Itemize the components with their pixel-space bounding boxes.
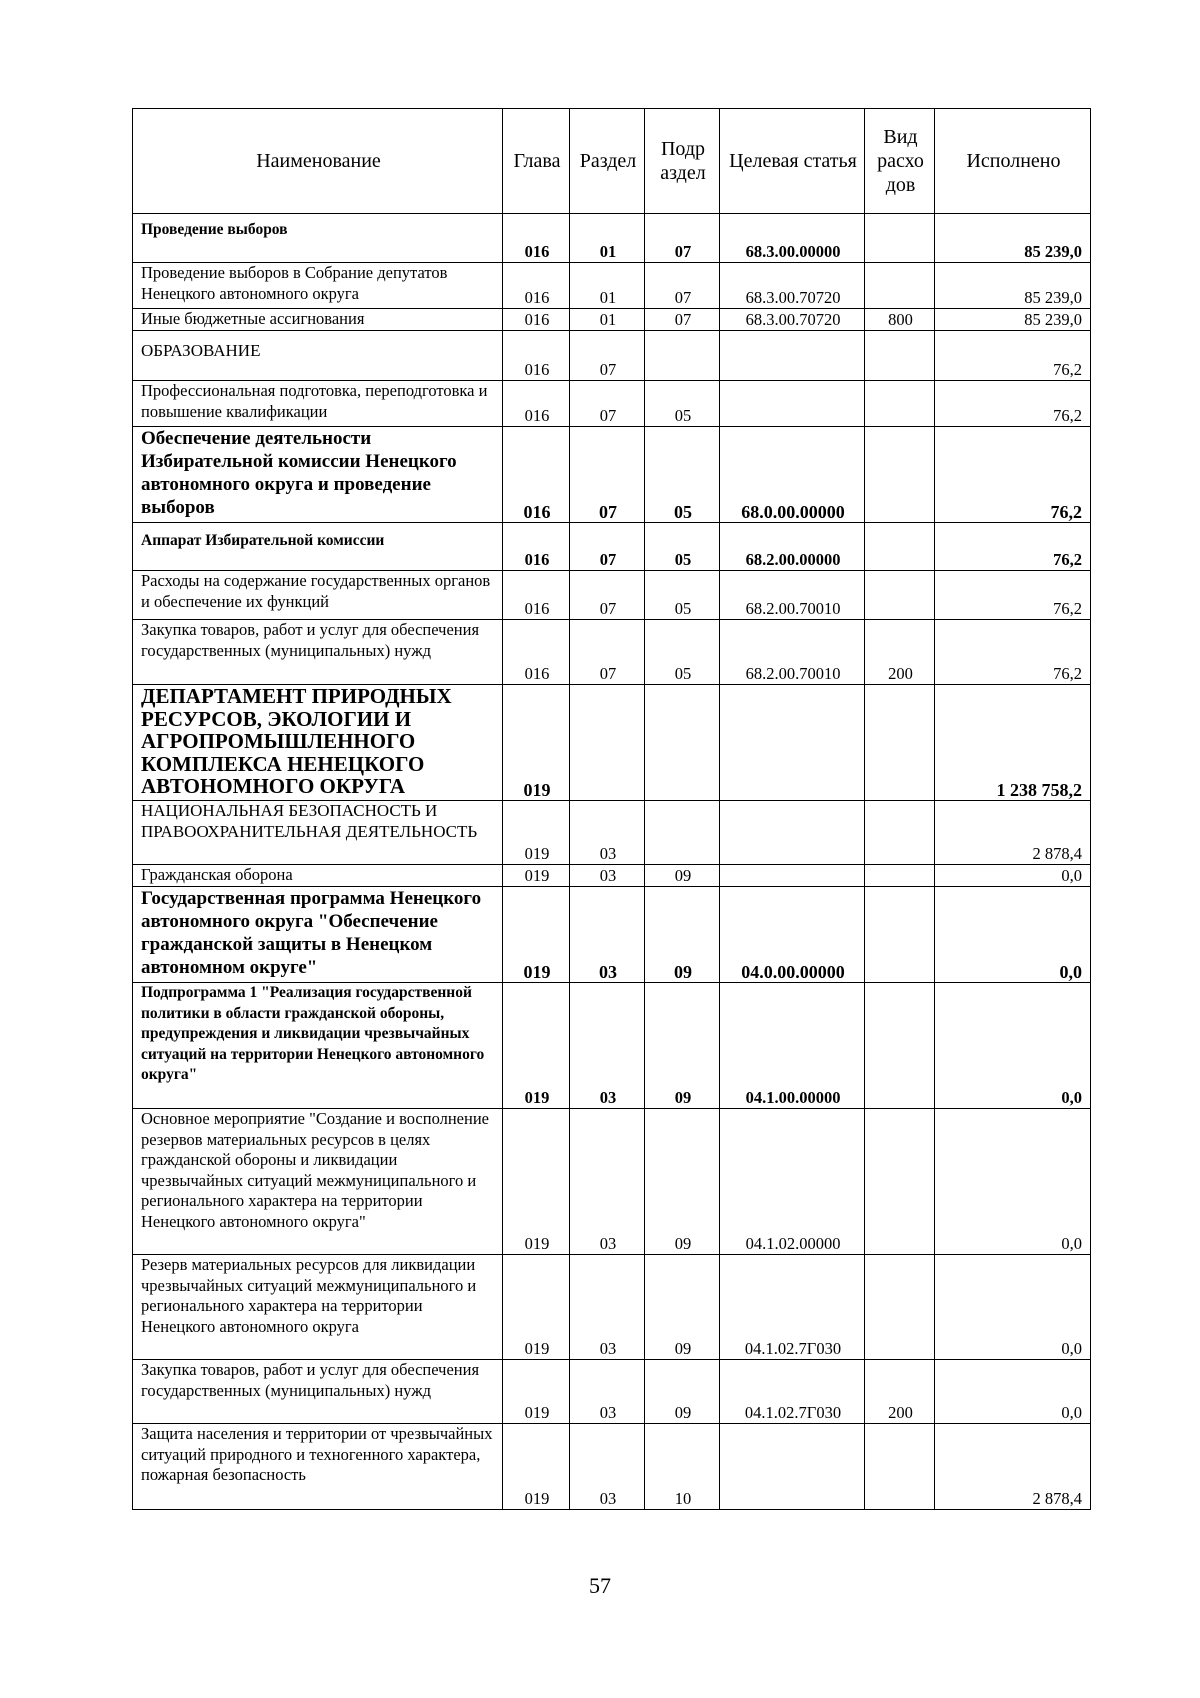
table-row (133, 309, 1091, 331)
row-section: 07 (570, 331, 645, 381)
row-section (570, 685, 645, 801)
row-amount: 76,2 (935, 427, 1091, 523)
table-row (133, 331, 1091, 381)
row-type (865, 214, 935, 263)
row-type: 200 (865, 1360, 935, 1424)
row-target: 04.0.00.00000 (720, 887, 865, 983)
row-name: Гражданская оборона (133, 865, 503, 887)
row-amount: 1 238 758,2 (935, 685, 1091, 801)
row-subsection: 05 (645, 427, 720, 523)
row-type (865, 523, 935, 571)
budget-table (132, 108, 1091, 1510)
table-row (133, 427, 1091, 523)
row-target (720, 381, 865, 427)
row-type: 800 (865, 309, 935, 331)
table-row (133, 263, 1091, 309)
row-name: Аппарат Избирательной комиссии (133, 523, 503, 571)
row-type (865, 865, 935, 887)
row-chapter: 016 (503, 427, 570, 523)
row-name: Основное мероприятие "Создание и восполнение резервов материальных ресурсов в целях гражданской обороны и ликвидации чрезвычайных ситуаций межмуниципального и регионального характера на территории Ненецкого автономного округа" (133, 1109, 503, 1255)
row-subsection: 09 (645, 983, 720, 1109)
row-chapter: 019 (503, 685, 570, 801)
row-amount: 76,2 (935, 381, 1091, 427)
row-amount: 85 239,0 (935, 309, 1091, 331)
row-chapter: 016 (503, 523, 570, 571)
row-chapter: 019 (503, 1424, 570, 1510)
header-row (133, 109, 1091, 214)
row-amount: 85 239,0 (935, 214, 1091, 263)
row-section: 07 (570, 523, 645, 571)
page-number: 57 (589, 1573, 611, 1598)
row-target (720, 801, 865, 865)
row-chapter: 016 (503, 214, 570, 263)
row-subsection (645, 685, 720, 801)
row-type (865, 381, 935, 427)
row-target: 68.0.00.00000 (720, 427, 865, 523)
row-subsection: 05 (645, 523, 720, 571)
row-section: 03 (570, 887, 645, 983)
row-subsection: 05 (645, 381, 720, 427)
table-row (133, 685, 1091, 801)
row-chapter: 019 (503, 801, 570, 865)
table-row (133, 523, 1091, 571)
row-name: Закупка товаров, работ и услуг для обеспечения государственных (муниципальных) нужд (133, 1360, 503, 1424)
table-row (133, 381, 1091, 427)
row-name: Обеспечение деятельности Избирательной комиссии Ненецкого автономного округа и проведение выборов (133, 427, 503, 523)
row-subsection (645, 801, 720, 865)
row-chapter: 016 (503, 263, 570, 309)
header-chapter: Глава (503, 109, 570, 214)
row-name: Подпрограмма 1 "Реализация государственной политики в области гражданской обороны, предупреждения и ликвидации чрезвычайных ситуаций на территории Ненецкого автономного округа" (133, 983, 503, 1109)
row-type (865, 685, 935, 801)
row-subsection: 07 (645, 214, 720, 263)
row-target (720, 331, 865, 381)
row-chapter: 016 (503, 381, 570, 427)
table-row (133, 620, 1091, 685)
header-section: Раздел (570, 109, 645, 214)
row-name: Профессиональная подготовка, переподготовка и повышение квалификации (133, 381, 503, 427)
row-type (865, 571, 935, 620)
row-amount: 0,0 (935, 865, 1091, 887)
row-type (865, 983, 935, 1109)
table-row (133, 1109, 1091, 1255)
row-amount: 0,0 (935, 983, 1091, 1109)
row-chapter: 019 (503, 983, 570, 1109)
row-type (865, 331, 935, 381)
row-type (865, 1255, 935, 1360)
table-row (133, 214, 1091, 263)
row-chapter: 016 (503, 571, 570, 620)
row-section: 03 (570, 983, 645, 1109)
row-subsection (645, 331, 720, 381)
header-name: Наименование (133, 109, 503, 214)
table-row (133, 887, 1091, 983)
row-name: Проведение выборов (133, 214, 503, 263)
row-subsection: 05 (645, 571, 720, 620)
row-target (720, 1424, 865, 1510)
row-target: 68.2.00.70010 (720, 620, 865, 685)
row-type: 200 (865, 620, 935, 685)
row-type (865, 427, 935, 523)
row-amount: 2 878,4 (935, 801, 1091, 865)
table-row (133, 983, 1091, 1109)
row-type (865, 801, 935, 865)
row-section: 07 (570, 620, 645, 685)
row-name: Государственная программа Ненецкого автономного округа "Обеспечение гражданской защиты в Ненецком автономном округе" (133, 887, 503, 983)
row-subsection: 09 (645, 1360, 720, 1424)
table-row (133, 1424, 1091, 1510)
header-expense-type: Вид расхо дов (865, 109, 935, 214)
table-row (133, 1255, 1091, 1360)
row-section: 03 (570, 1424, 645, 1510)
row-chapter: 019 (503, 1360, 570, 1424)
row-amount: 0,0 (935, 887, 1091, 983)
row-target: 04.1.02.00000 (720, 1109, 865, 1255)
row-subsection: 09 (645, 865, 720, 887)
row-chapter: 019 (503, 865, 570, 887)
row-name: Проведение выборов в Собрание депутатов Ненецкого автономного округа (133, 263, 503, 309)
row-amount: 0,0 (935, 1360, 1091, 1424)
row-subsection: 07 (645, 309, 720, 331)
row-section: 03 (570, 1255, 645, 1360)
row-subsection: 09 (645, 1109, 720, 1255)
row-name: Закупка товаров, работ и услуг для обеспечения государственных (муниципальных) нужд (133, 620, 503, 685)
row-target: 68.2.00.00000 (720, 523, 865, 571)
row-amount: 85 239,0 (935, 263, 1091, 309)
row-chapter: 019 (503, 1109, 570, 1255)
row-target: 68.2.00.70010 (720, 571, 865, 620)
row-target: 68.3.00.70720 (720, 309, 865, 331)
row-type (865, 1424, 935, 1510)
row-section: 03 (570, 1360, 645, 1424)
table-row (133, 1360, 1091, 1424)
table-row (133, 865, 1091, 887)
row-section: 01 (570, 214, 645, 263)
row-subsection: 05 (645, 620, 720, 685)
row-type (865, 887, 935, 983)
row-target: 04.1.02.7Г030 (720, 1360, 865, 1424)
row-chapter: 016 (503, 331, 570, 381)
row-target: 04.1.00.00000 (720, 983, 865, 1109)
row-name: ДЕПАРТАМЕНТ ПРИРОДНЫХ РЕСУРСОВ, ЭКОЛОГИИ И АГРОПРОМЫШЛЕННОГО КОМПЛЕКСА НЕНЕЦКОГО АВТОНОМНОГО ОКРУГА (133, 685, 503, 801)
row-amount: 76,2 (935, 620, 1091, 685)
row-type (865, 1109, 935, 1255)
row-section: 03 (570, 1109, 645, 1255)
row-name: НАЦИОНАЛЬНАЯ БЕЗОПАСНОСТЬ И ПРАВООХРАНИТЕЛЬНАЯ ДЕЯТЕЛЬНОСТЬ (133, 801, 503, 865)
row-subsection: 09 (645, 1255, 720, 1360)
row-target (720, 865, 865, 887)
header-subsection: Подр аздел (645, 109, 720, 214)
row-name: Расходы на содержание государственных органов и обеспечение их функций (133, 571, 503, 620)
header-target: Целевая статья (720, 109, 865, 214)
row-chapter: 016 (503, 620, 570, 685)
row-amount: 76,2 (935, 571, 1091, 620)
row-amount: 76,2 (935, 331, 1091, 381)
header-executed: Исполнено (935, 109, 1091, 214)
row-section: 07 (570, 381, 645, 427)
row-amount: 76,2 (935, 523, 1091, 571)
row-chapter: 016 (503, 309, 570, 331)
row-target: 68.3.00.70720 (720, 263, 865, 309)
row-target (720, 685, 865, 801)
row-amount: 0,0 (935, 1109, 1091, 1255)
row-section: 07 (570, 571, 645, 620)
row-chapter: 019 (503, 887, 570, 983)
row-section: 03 (570, 865, 645, 887)
row-section: 01 (570, 309, 645, 331)
row-amount: 2 878,4 (935, 1424, 1091, 1510)
row-section: 07 (570, 427, 645, 523)
row-type (865, 263, 935, 309)
row-target: 04.1.02.7Г030 (720, 1255, 865, 1360)
table-row (133, 571, 1091, 620)
table-row (133, 801, 1091, 865)
row-target: 68.3.00.00000 (720, 214, 865, 263)
row-chapter: 019 (503, 1255, 570, 1360)
row-name: Иные бюджетные ассигнования (133, 309, 503, 331)
row-name: ОБРАЗОВАНИЕ (133, 331, 503, 381)
row-subsection: 07 (645, 263, 720, 309)
row-amount: 0,0 (935, 1255, 1091, 1360)
row-name: Резерв материальных ресурсов для ликвидации чрезвычайных ситуаций межмуниципального и регионального характера на территории Ненецкого автономного округа (133, 1255, 503, 1360)
row-section: 01 (570, 263, 645, 309)
row-section: 03 (570, 801, 645, 865)
row-subsection: 09 (645, 887, 720, 983)
row-name: Защита населения и территории от чрезвычайных ситуаций природного и техногенного характера, пожарная безопасность (133, 1424, 503, 1510)
row-subsection: 10 (645, 1424, 720, 1510)
